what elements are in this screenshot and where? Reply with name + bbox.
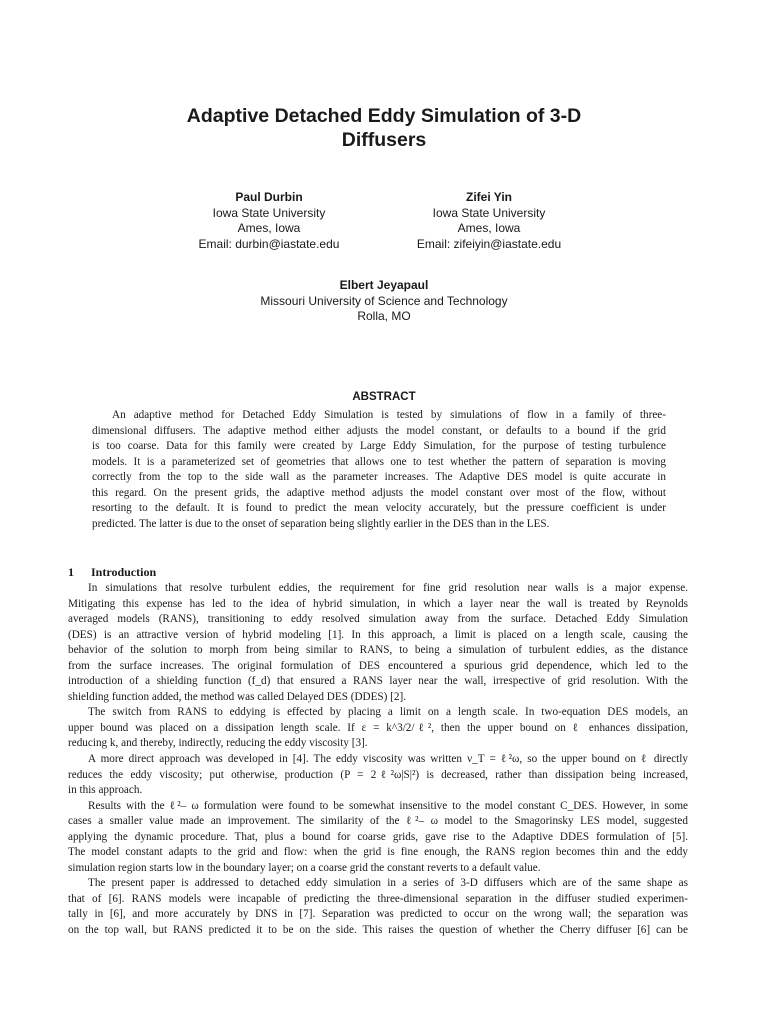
intro-line: simulation region starts low in the boundary layer; on a coarse grid the constant reverts to a default value.: [68, 861, 541, 874]
abstract-line: predicted. The latter is due to the onset of separation being slightly earlier in the DES than in the LES.: [92, 517, 550, 530]
intro-line: reducing k, and thereby, indirectly, reducing the eddy viscosity [3].: [68, 737, 368, 750]
intro-line: upper bound was placed on a dissipation length scale. If ε = k^3/2/ℓ², then the upper bound on ℓ enhances dissipation,: [68, 721, 688, 734]
intro-line: The present paper is addressed to detached eddy simulation in a series of 3-D diffusers which are of the same shape as: [88, 877, 688, 890]
author-location: Ames, Iowa: [457, 221, 521, 236]
author-name: Paul Durbin: [235, 190, 303, 204]
section-title: Introduction: [91, 565, 157, 579]
intro-line: tally in [6], and more accurately by DNS in [7]. Separation was predicted to occur on the wrong wall; the separation was: [68, 908, 688, 921]
intro-line: that of [6]. RANS models were incapable of predicting the three-dimensional separation in the diffuser studied experimen-: [68, 892, 688, 905]
abstract-line: is too coarse. Data for this family were created by Large Eddy Simulation, for the purpose of testing turbulence: [92, 440, 666, 452]
intro-line: cases a smaller value made an improvement. The similarity of the ℓ²– ω model to the Smagorinsky LES model, suggested: [68, 815, 688, 828]
intro-line: reduces the eddy viscosity; put otherwise, production (P = 2ℓ²ω|S|²) is decreased, rather than dissipation being increased,: [68, 768, 688, 781]
section-number: 1: [68, 565, 74, 579]
intro-line: in this approach.: [68, 784, 143, 797]
intro-line: A more direct approach was developed in [4]. The eddy viscosity was written ν_T = ℓ²ω, so the upper bound on ℓ directly: [88, 753, 688, 766]
author-name: Zifei Yin: [465, 190, 512, 204]
intro-line: The model constant adapts to the grid and flow: when the grid is fine enough, the RANS region becomes thin and the eddy: [68, 846, 688, 859]
intro-line: applying the dynamic procedure. That, plus a bound for coarse grids, gave rise to the Adaptive DDES formulation of [5].: [68, 830, 688, 843]
abstract-line: dimensional diffusers. The adaptive method either adjusts the model constant, or defaults to a bound if the grid: [92, 424, 666, 437]
intro-line: behavior of the solution to morph from being similar to RANS, to being a simulation of turbulent eddies, as the distance: [68, 644, 688, 657]
abstract-body: [92, 408, 666, 532]
intro-line: averaged models (RANS), transitioning to eddy resolved simulation away from the surface. Detached Eddy Simulation: [68, 613, 688, 626]
title-line: Diffusers: [341, 129, 427, 151]
intro-line: from the surface increases. The original formulation of DES encountered a spurious grid dependence, which led to the: [68, 659, 688, 672]
introduction-body: [68, 581, 688, 939]
intro-line: In simulations that resolve turbulent eddies, the requirement for fine grid resolution near walls is a major expense.: [88, 582, 688, 594]
author-location: Rolla, MO: [357, 309, 411, 324]
author-affiliation: Iowa State University: [212, 205, 326, 220]
abstract-heading: ABSTRACT: [352, 391, 416, 403]
abstract-line: An adaptive method for Detached Eddy Simulation is tested by simulations of flow in a family of three-: [112, 409, 666, 421]
section-heading: [68, 565, 156, 580]
author-email: Email: durbin@iastate.edu: [198, 236, 340, 251]
intro-line: shielding function added, the method was called Delayed DES (DDES) [2].: [68, 690, 407, 703]
abstract-line: this regard. On the present grids, the adaptive method adjusts the model constant over most of the flow, without: [92, 486, 666, 499]
author-affiliation: Iowa State University: [432, 205, 546, 220]
intro-line: on the top wall, but RANS predicted it to be on the side. This raises the question of whether the Cherry diffuser [6] can be: [68, 924, 688, 937]
paper-title: [0, 104, 768, 152]
author-block: [380, 190, 598, 252]
abstract-line: models. It is a parameterized set of geometries that allows one to test whether the pattern of separation is moving: [92, 455, 666, 468]
title-line: Adaptive Detached Eddy Simulation of 3-D: [186, 105, 582, 127]
author-location: Ames, Iowa: [237, 221, 301, 236]
abstract-line: resorting to the default. It is found to predict the mean velocity accurately, but the pressure coefficient is under: [92, 502, 666, 514]
author-block: [184, 278, 584, 325]
abstract-line: correctly from the top to the side wall as the parameter increases. The Adaptive DES model is quite accurate in: [92, 471, 666, 483]
author-block: [160, 190, 378, 252]
intro-line: introduction of a shielding function (f_d) that ensured a RANS layer near the wall, irrespective of grid resolution. With the: [68, 675, 688, 688]
author-affiliation: Missouri University of Science and Technology: [260, 293, 508, 308]
intro-line: The switch from RANS to eddying is effected by placing a limit on a length scale. In two-equation DES models, an: [88, 706, 688, 719]
author-name: Elbert Jeyapaul: [339, 278, 429, 292]
intro-line: (DES) is an attractive version of hybrid modeling [1]. In this approach, a limit is placed on a length scale, causing the: [68, 628, 688, 641]
author-email: Email: zifeiyin@iastate.edu: [416, 236, 562, 251]
intro-line: Results with the ℓ²– ω formulation were found to be somewhat insensitive to the model constant C_DES. However, in some: [88, 799, 688, 812]
intro-line: Mitigating this expense has led to the idea of hybrid simulation, in which a layer near the wall is treated by Reynolds: [68, 597, 688, 610]
